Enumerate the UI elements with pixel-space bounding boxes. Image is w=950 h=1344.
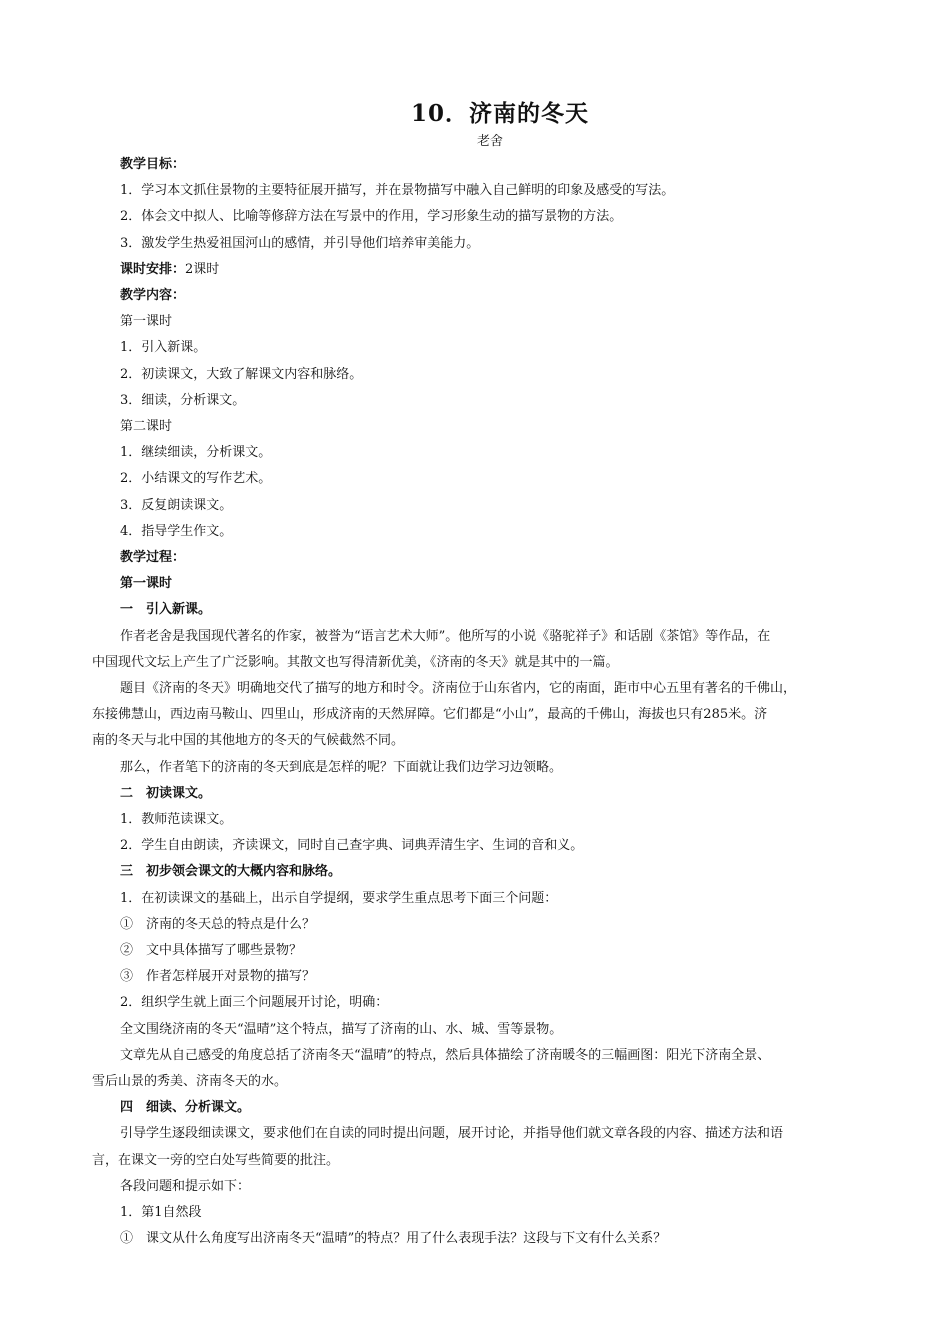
body-line: ① 课文从什么角度写出济南冬天“温晴”的特点？用了什么表现手法？这段与下文有什么关系？ <box>120 1231 667 1247</box>
body-line: 第一课时 <box>120 314 173 330</box>
body-line: 言，在课文一旁的空白处写些简要的批注。 <box>92 1152 340 1168</box>
body-line: 南的冬天与北中国的其他地方的冬天的气候截然不同。 <box>92 733 405 749</box>
body-line: 教学目标： <box>120 157 186 172</box>
body-line: 教学内容： <box>120 288 186 303</box>
body-line: 3．细读，分析课文。 <box>120 392 246 408</box>
body-line: 题目《济南的冬天》明确地交代了描写的地方和时令。济南位于山东省内，它的南面，距市中心五里有著名的千佛山， <box>120 681 797 696</box>
body-line: 东接佛慧山，西边南马鞍山、四里山，形成济南的天然屏障。它们都是“小山”，最高的千佛山，海拔也只有285米。济 <box>92 707 768 723</box>
body-line: 作者老舍是我国现代著名的作家，被誉为“语言艺术大师”。他所写的小说《骆驼祥子》和话剧《茶馆》等作品，在 <box>120 628 771 644</box>
body-line: 课时安排：2课时 <box>120 261 220 277</box>
body-line: 第一课时 <box>120 576 173 592</box>
body-line: 1．在初读课文的基础上，出示自学提纲，要求学生重点思考下面三个问题： <box>120 890 558 906</box>
body-line: 中国现代文坛上产生了广泛影响。其散文也写得清新优美，《济南的冬天》就是其中的一篇。 <box>92 654 619 670</box>
body-line: 3．激发学生热爱祖国河山的感情，并引导他们培养审美能力。 <box>120 235 480 251</box>
body-line: 2．初读课文，大致了解课文内容和脉络。 <box>120 366 363 382</box>
body-line: 全文围绕济南的冬天“温晴”这个特点，描写了济南的山、水、城、雪等景物。 <box>120 1021 563 1037</box>
document-title: 10．济南的冬天 <box>410 100 589 127</box>
body-line: 2．体会文中拟人、比喻等修辞方法在写景中的作用，学习形象生动的描写景物的方法。 <box>120 209 623 225</box>
body-line: 那么，作者笔下的济南的冬天到底是怎样的呢？下面就让我们边学习边领略。 <box>120 759 563 775</box>
body-line: 1．第1自然段 <box>120 1205 202 1220</box>
body-line: 一 引入新课。 <box>120 602 212 618</box>
body-line: 3．反复朗读课文。 <box>120 497 233 513</box>
body-line: ② 文中具体描写了哪些景物？ <box>120 943 303 958</box>
body-line: 各段问题和提示如下： <box>120 1178 251 1194</box>
body-line: 雪后山景的秀美、济南冬天的水。 <box>92 1074 288 1089</box>
document-author: 老舍 <box>476 134 503 149</box>
body-line: 2．小结课文的写作艺术。 <box>120 471 272 487</box>
body-line: 引导学生逐段细读课文，要求他们在自读的同时提出问题，展开讨论，并指导他们就文章各段的内容、描述方法和语 <box>120 1126 784 1142</box>
body-line: 三 初步领会课文的大概内容和脉络。 <box>120 864 342 880</box>
body-line: 2．学生自由朗读，齐读课文，同时自己查字典、词典弄清生字、生词的音和义。 <box>120 838 584 854</box>
body-line: ① 济南的冬天总的特点是什么？ <box>120 916 316 932</box>
body-line: 文章先从自己感受的角度总括了济南冬天“温晴”的特点，然后具体描绘了济南暖冬的三幅画图：阳光下济南全景、 <box>120 1047 771 1063</box>
body-line: 教学过程： <box>120 550 186 565</box>
body-line: 1．教师范读课文。 <box>120 812 233 827</box>
body-line: 1．引入新课。 <box>120 340 207 356</box>
body-line: 第二课时 <box>120 419 173 434</box>
body-line: ③ 作者怎样展开对景物的描写？ <box>120 969 316 985</box>
body-line: 4．指导学生作文。 <box>120 523 233 539</box>
body-line: 二 初读课文。 <box>120 785 212 801</box>
body-line: 2．组织学生就上面三个问题展开讨论，明确： <box>120 995 389 1011</box>
body-line: 四 细读、分析课文。 <box>120 1100 251 1116</box>
body-line: 1．继续细读，分析课文。 <box>120 445 272 461</box>
body-line: 1．学习本文抓住景物的主要特征展开描写，并在景物描写中融入自己鲜明的印象及感受的写法。 <box>120 183 675 199</box>
